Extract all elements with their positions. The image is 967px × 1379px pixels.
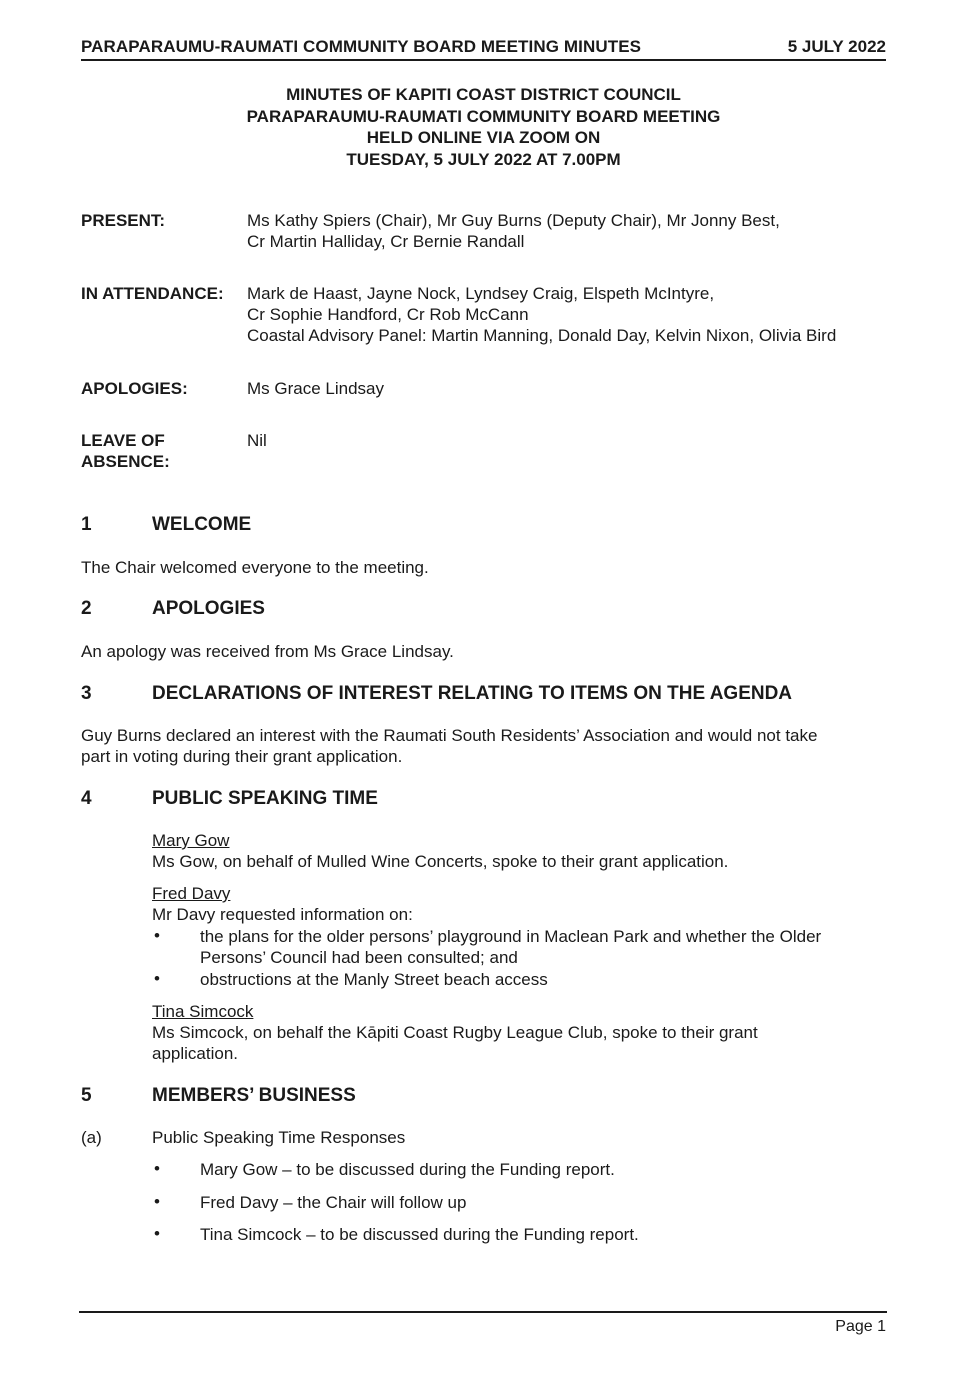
bullet-icon: • — [154, 1159, 160, 1178]
section-2-text: An apology was received from Ms Grace Lindsay. — [81, 642, 454, 661]
in-attendance-list — [247, 283, 836, 346]
bullet-line: the plans for the older persons’ playground in Maclean Park and whether the Older — [200, 927, 822, 946]
attendance-line: Cr Sophie Handford, Cr Rob McCann — [247, 305, 529, 324]
section-1-text: The Chair welcomed everyone to the meeting. — [81, 558, 429, 577]
bullet-icon: • — [154, 969, 160, 988]
title-line: HELD ONLINE VIA ZOOM ON — [366, 128, 601, 147]
header-title: PARAPARAUMU-RAUMATI COMMUNITY BOARD MEETING MINUTES — [81, 37, 642, 56]
paragraph-line: Guy Burns declared an interest with the Raumati South Residents’ Association and would not take — [81, 726, 818, 745]
section-3-title: DECLARATIONS OF INTEREST RELATING TO ITEMS ON THE AGENDA — [152, 683, 793, 704]
speaker-summary — [152, 1022, 758, 1064]
bullet-text: Fred Davy – the Chair will follow up — [200, 1193, 467, 1212]
title-line: MINUTES OF KAPITI COAST DISTRICT COUNCIL — [286, 85, 681, 104]
section-1-number: 1 — [81, 514, 92, 535]
speaker-name: Tina Simcock — [152, 1002, 254, 1021]
bullet-icon: • — [154, 926, 160, 945]
present-list — [247, 210, 780, 252]
title-line: TUESDAY, 5 JULY 2022 AT 7.00PM — [346, 149, 621, 169]
bullet-line: Persons’ Council had been consulted; and — [200, 948, 518, 967]
in-attendance-label: IN ATTENDANCE: — [81, 284, 224, 303]
document-title — [81, 84, 886, 170]
speaker-name: Mary Gow — [152, 831, 230, 850]
page-number: Page 1 — [835, 1318, 886, 1335]
leave-of-absence-value: Nil — [247, 431, 267, 450]
bullet-text: Tina Simcock – to be discussed during the Funding report. — [200, 1225, 639, 1244]
bullet-icon: • — [154, 1224, 160, 1243]
speaker-summary: Mr Davy requested information on: — [152, 905, 413, 924]
section-5-title: MEMBERS’ BUSINESS — [152, 1085, 356, 1106]
bullet-text: obstructions at the Manly Street beach access — [200, 970, 548, 989]
leave-of-absence-label — [81, 430, 170, 472]
paragraph-line: application. — [152, 1044, 239, 1063]
subsection-label: (a) — [81, 1128, 102, 1147]
paragraph-line: part in voting during their grant application. — [81, 747, 403, 766]
bullet-icon: • — [154, 1192, 160, 1211]
header-date: 5 JULY 2022 — [787, 37, 886, 56]
apologies-value: Ms Grace Lindsay — [247, 379, 384, 398]
speaker-name: Fred Davy — [152, 884, 231, 903]
attendance-line: Mark de Haast, Jayne Nock, Lyndsey Craig, Elspeth McIntyre, — [247, 284, 715, 303]
section-4-title: PUBLIC SPEAKING TIME — [152, 788, 378, 809]
present-line: Ms Kathy Spiers (Chair), Mr Guy Burns (Deputy Chair), Mr Jonny Best, — [247, 211, 780, 230]
footer-divider — [79, 1311, 887, 1313]
attendance-line: Coastal Advisory Panel: Martin Manning, Donald Day, Kelvin Nixon, Olivia Bird — [247, 326, 837, 345]
leave-label-line: ABSENCE: — [81, 452, 170, 471]
bullet-text: Mary Gow – to be discussed during the Funding report. — [200, 1160, 615, 1179]
present-label: PRESENT: — [81, 211, 166, 230]
title-line: PARAPARAUMU-RAUMATI COMMUNITY BOARD MEETING — [246, 106, 721, 126]
speaker-summary: Ms Gow, on behalf of Mulled Wine Concerts, spoke to their grant application. — [152, 852, 729, 871]
section-3-text — [81, 725, 817, 767]
present-line: Cr Martin Halliday, Cr Bernie Randall — [247, 232, 525, 251]
header-divider — [81, 59, 886, 61]
section-3-number: 3 — [81, 683, 92, 704]
apologies-label: APOLOGIES: — [81, 379, 188, 398]
section-2-title: APOLOGIES — [152, 598, 265, 619]
section-5-number: 5 — [81, 1085, 92, 1106]
subsection-title: Public Speaking Time Responses — [152, 1128, 406, 1147]
leave-label-line: LEAVE OF — [81, 431, 165, 450]
section-4-number: 4 — [81, 788, 92, 809]
section-2-number: 2 — [81, 598, 92, 619]
section-1-title: WELCOME — [152, 514, 252, 535]
paragraph-line: Ms Simcock, on behalf the Kāpiti Coast Rugby League Club, spoke to their grant — [152, 1023, 758, 1042]
bullet-text — [200, 926, 821, 968]
